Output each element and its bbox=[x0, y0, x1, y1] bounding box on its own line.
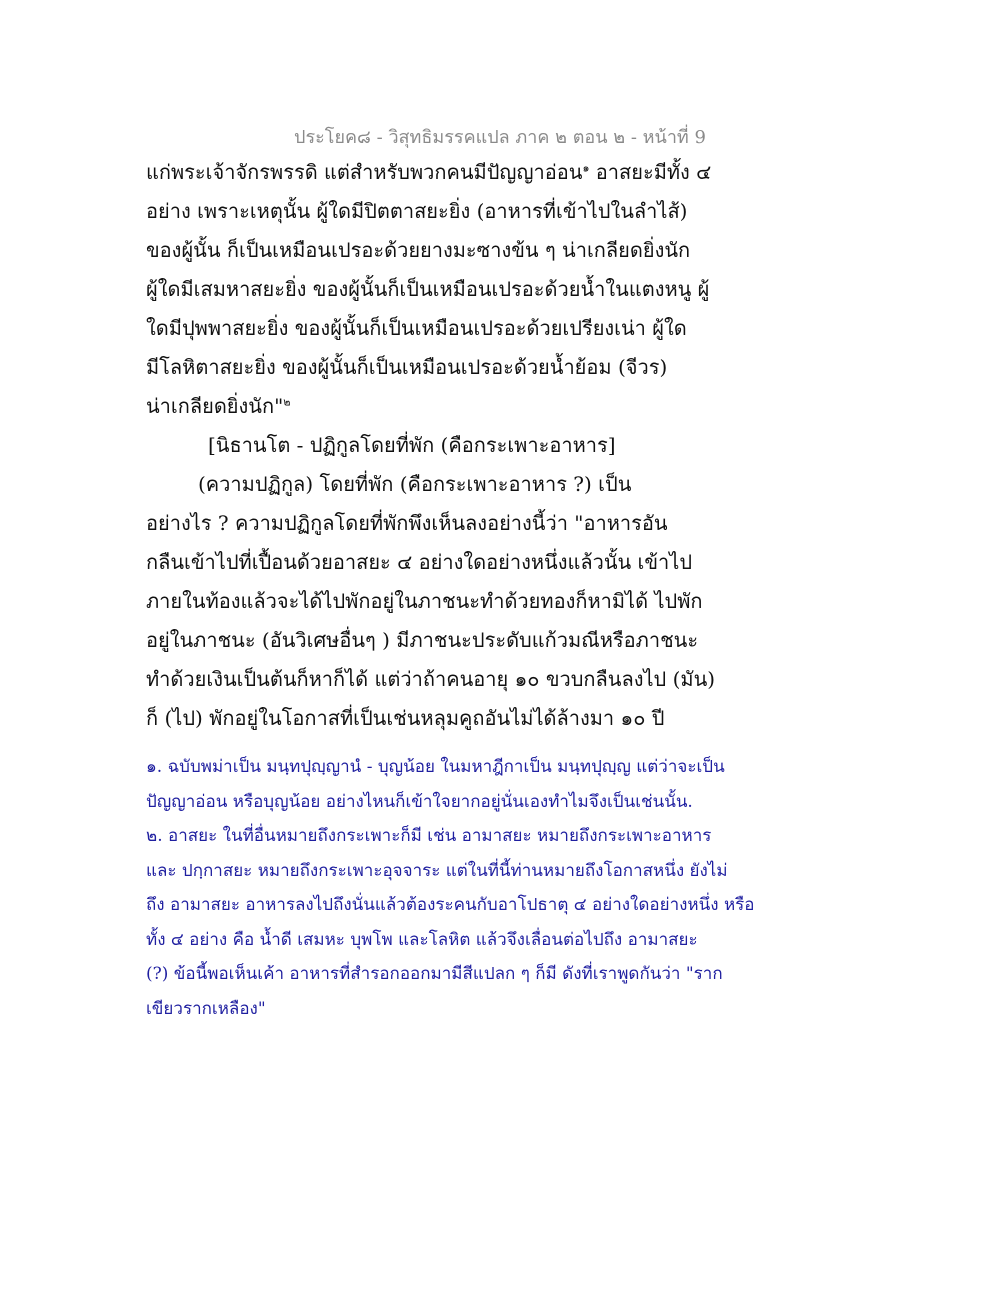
footnote-line: (?) ข้อนี้พอเห็นเค้า อาหารที่สำรอกออกมามีสีแปลก ๆ ก็มี ดังที่เราพูดกันว่า "ราก bbox=[146, 964, 723, 984]
body-line: (ความปฏิกูล) โดยที่พัก (คือกระเพาะอาหาร ?) เป็น bbox=[198, 472, 632, 496]
page-header: ประโยค๘ - วิสุทธิมรรคแปล ภาค ๒ ตอน ๒ - หน้าที่ 9 bbox=[294, 127, 706, 148]
body-line: อย่างไร ? ความปฏิกูลโดยที่พักพึงเห็นลงอย่างนี้ว่า "อาหารอัน bbox=[146, 511, 668, 535]
body-line: ใดมีปุพพาสยะยิ่ง ของผู้นั้นก็เป็นเหมือนเปรอะด้วยเปรียงเน่า ผู้ใด bbox=[146, 316, 687, 340]
body-line: อยู่ในภาชนะ (อันวิเศษอื่นๆ ) มีภาชนะประดับแก้วมณีหรือภาชนะ bbox=[146, 628, 699, 652]
body-line: น่าเกลียดยิ่งนัก"$^๒$ bbox=[146, 394, 291, 418]
footnote-ref: ๒ bbox=[283, 395, 291, 409]
body-line: มีโลหิตาสยะยิ่ง ของผู้นั้นก็เป็นเหมือนเปรอะด้วยน้ำย้อม (จีวร) bbox=[146, 355, 668, 379]
footnote-ref: ๑ bbox=[582, 161, 590, 175]
footnotes bbox=[146, 754, 866, 1030]
footnote-line: เขียวรากเหลือง" bbox=[146, 998, 266, 1019]
body-line: อย่าง เพราะเหตุนั้น ผู้ใดมีปิตตาสยะยิ่ง (อาหารที่เข้าไปในลำไส้) bbox=[146, 199, 688, 223]
body-line: ของผู้นั้น ก็เป็นเหมือนเปรอะด้วยยางมะซางข้น ๆ น่าเกลียดยิ่งนัก bbox=[146, 238, 691, 262]
footnote-line: ๑. ฉบับพม่าเป็น มนฺทปุญฺญานํ - บุญน้อย ในมหาฎีกาเป็น มนฺทปุญฺญ แต่ว่าจะเป็น bbox=[146, 757, 725, 777]
footnote-line: ๒. อาสยะ ในที่อื่นหมายถึงกระเพาะก็มี เช่น อามาสยะ หมายถึงกระเพาะอาหาร bbox=[146, 826, 712, 846]
section-heading: [นิธานโต - ปฏิกูลโดยที่พัก (คือกระเพาะอาหาร] bbox=[208, 433, 616, 457]
body-line: ทำด้วยเงินเป็นต้นก็หาก็ได้ แต่ว่าถ้าคนอายุ ๑๐ ขวบกลืนลงไป (มัน) bbox=[146, 667, 716, 691]
footnote-line: ทั้ง ๔ อย่าง คือ น้ำดี เสมหะ บุพโพ และโลหิต แล้วจึงเลื่อนต่อไปถึง อามาสยะ bbox=[146, 929, 698, 950]
body-line: ภายในท้องแล้วจะได้ไปพักอยู่ในภาชนะทำด้วยทองก็หามิได้ ไปพัก bbox=[146, 589, 703, 613]
body-line: แก่พระเจ้าจักรพรรดิ แต่สำหรับพวกคนมีปัญญาอ่อน$^๑$ อาสยะมีทั้ง ๔ bbox=[146, 160, 712, 184]
footnote-line: ปัญญาอ่อน หรือบุญน้อย อย่างไหนก็เข้าใจยากอยู่นั่นเองทำไมจึงเป็นเช่นนั้น. bbox=[146, 791, 693, 812]
footnote-line: และ ปกฺกาสยะ หมายถึงกระเพาะอุจจาระ แต่ในที่นี้ท่านหมายถึงโอกาสหนึ่ง ยังไม่ bbox=[146, 860, 728, 881]
main-text bbox=[146, 158, 846, 743]
footnote-line: ถึง อามาสยะ อาหารลงไปถึงนั่นแล้วต้องระคนกับอาโปธาตุ ๔ อย่างใดอย่างหนึ่ง หรือ bbox=[146, 895, 755, 915]
body-line: ก็ (ไป) พักอยู่ในโอกาสที่เป็นเช่นหลุมคูถอันไม่ได้ล้างมา ๑๐ ปี bbox=[146, 706, 665, 730]
body-line: ผู้ใดมีเสมหาสยะยิ่ง ของผู้นั้นก็เป็นเหมือนเปรอะด้วยน้ำในแตงหนู ผู้ bbox=[146, 277, 710, 301]
body-line: กลืนเข้าไปที่เปื้อนด้วยอาสยะ ๔ อย่างใดอย่างหนึ่งแล้วนั้น เข้าไป bbox=[146, 550, 693, 574]
